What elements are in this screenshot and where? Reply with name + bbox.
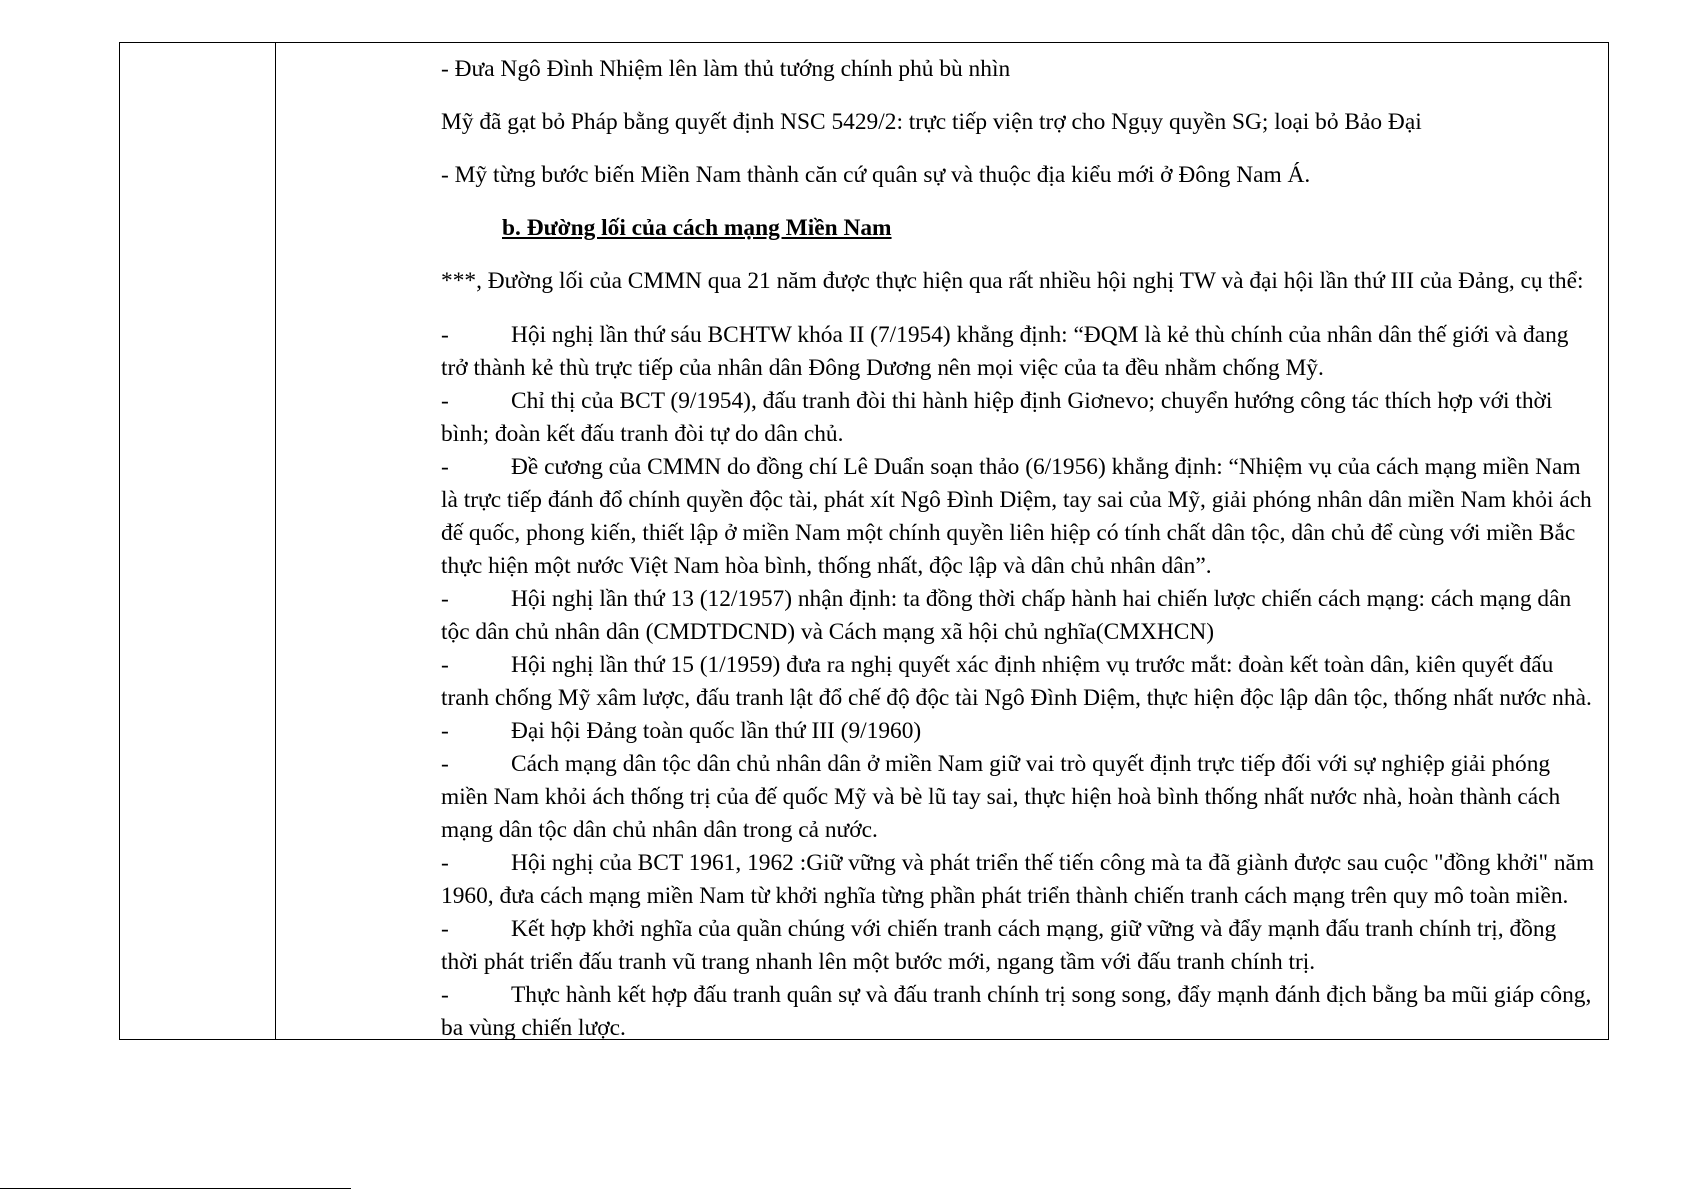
paragraph-3: - Mỹ từng bước biến Miền Nam thành căn cứ quân sự và thuộc địa kiểu mới ở Đông Nam Á.	[441, 162, 1311, 188]
bullet-dash: -	[441, 454, 449, 480]
document-table	[119, 42, 1609, 1040]
bullet-dash: -	[441, 718, 449, 744]
list-item	[441, 451, 1596, 583]
paragraph-2: Mỹ đã gạt bỏ Pháp bằng quyết định NSC 5429/2: trực tiếp viện trợ cho Ngụy quyền SG; loại bỏ Bảo Đại	[441, 109, 1422, 135]
list-item-text: Đại hội Đảng toàn quốc lần thứ III (9/1960)	[511, 718, 922, 744]
list-item-text: Chỉ thị của BCT (9/1954), đấu tranh đòi thi hành hiệp định Giơnevo; chuyển hướng công tác thích hợp với thời bình; đoàn kết đấu tranh đòi tự do dân chủ.	[441, 388, 1553, 447]
list-item	[441, 979, 1596, 1045]
list-item	[441, 319, 1596, 385]
list-item-text: Hội nghị lần thứ 13 (12/1957) nhận định: ta đồng thời chấp hành hai chiến lược chiến cách mạng: cách mạng dân tộc dân chủ nhân dân (CMDTDCND) và Cách mạng xã hội chủ nghĩa(CMXHCN)	[441, 586, 1572, 645]
list-item-text: Đề cương của CMMN do đồng chí Lê Duẩn soạn thảo (6/1956) khẳng định: “Nhiệm vụ của cách mạng miền Nam là trực tiếp đánh đổ chính quyền độc tài, phát xít Ngô Đình Diệm, tay sai của Mỹ, giải phóng nhân dân miền Nam khỏi ách đế quốc, phong kiến, thiết lập ở miền Nam một chính quyền liên hiệp có tính chất dân tộc, dân chủ để cùng với miền Bắc thực hiện một nước Việt Nam hòa bình, thống nhất, độc lập và dân chủ nhân dân”.	[441, 454, 1592, 579]
content-body	[441, 43, 1596, 1045]
list-item	[441, 715, 1596, 748]
list-item	[441, 913, 1596, 979]
bullet-dash: -	[441, 322, 449, 348]
intro-paragraph: ***, Đường lối của CMMN qua 21 năm được thực hiện qua rất nhiều hội nghị TW và đại hội lần thứ III của Đảng, cụ thể:	[441, 268, 1584, 294]
list-item-text: Hội nghị lần thứ sáu BCHTW khóa II (7/1954) khẳng định: “ĐQM là kẻ thù chính của nhân dân thế giới và đang trở thành kẻ thù trực tiếp của nhân dân Đông Dương nên mọi việc của ta đều nhằm chống Mỹ.	[441, 322, 1569, 381]
table-content-cell	[276, 43, 1608, 1039]
list-item	[441, 583, 1596, 649]
list-item	[441, 385, 1596, 451]
list-item-text: Cách mạng dân tộc dân chủ nhân dân ở miền Nam giữ vai trò quyết định trực tiếp đối với sự nghiệp giải phóng miền Nam khỏi ách thống trị của đế quốc Mỹ và bè lũ tay sai, thực hiện hoà bình thống nhất nước nhà, hoàn thành cách mạng dân tộc dân chủ nhân dân trong cả nước.	[441, 751, 1561, 843]
table-left-cell	[120, 43, 276, 1039]
bullet-dash: -	[441, 652, 449, 678]
list-item-text: Hội nghị của BCT 1961, 1962 :Giữ vững và phát triển thế tiến công mà ta đã giành được sau cuộc "đồng khởi" năm 1960, đưa cách mạng miền Nam từ khởi nghĩa từng phần phát triển thành chiến tranh cách mạng trên quy mô toàn miền.	[441, 850, 1595, 909]
list-item-text: Thực hành kết hợp đấu tranh quân sự và đấu tranh chính trị song song, đẩy mạnh đánh địch bằng ba mũi giáp công, ba vùng chiến lược.	[441, 982, 1592, 1041]
bullet-dash: -	[441, 982, 449, 1008]
list-item	[441, 748, 1596, 847]
bullet-dash: -	[441, 850, 449, 876]
list-item-text: Kết hợp khởi nghĩa của quần chúng với chiến tranh cách mạng, giữ vững và đẩy mạnh đấu tranh chính trị, đồng thời phát triển đấu tranh vũ trang nhanh lên một bước mới, ngang tầm với đấu tranh chính trị.	[441, 916, 1557, 975]
list-item	[441, 847, 1596, 913]
bullet-dash: -	[441, 586, 449, 612]
bullet-dash: -	[441, 751, 449, 777]
bullet-list	[441, 319, 1596, 1045]
section-heading: b. Đường lối của cách mạng Miền Nam	[502, 215, 892, 241]
paragraph-1: - Đưa Ngô Đình Nhiệm lên làm thủ tướng chính phủ bù nhìn	[441, 56, 1011, 82]
list-item-text: Hội nghị lần thứ 15 (1/1959) đưa ra nghị quyết xác định nhiệm vụ trước mắt: đoàn kết toàn dân, kiên quyết đấu tranh chống Mỹ xâm lược, đấu tranh lật đổ chế độ độc tài Ngô Đình Diệm, thực hiện độc lập dân tộc, thống nhất nước nhà.	[441, 652, 1592, 711]
bullet-dash: -	[441, 916, 449, 942]
list-item	[441, 649, 1596, 715]
footnote-separator	[0, 1188, 351, 1189]
bullet-dash: -	[441, 388, 449, 414]
